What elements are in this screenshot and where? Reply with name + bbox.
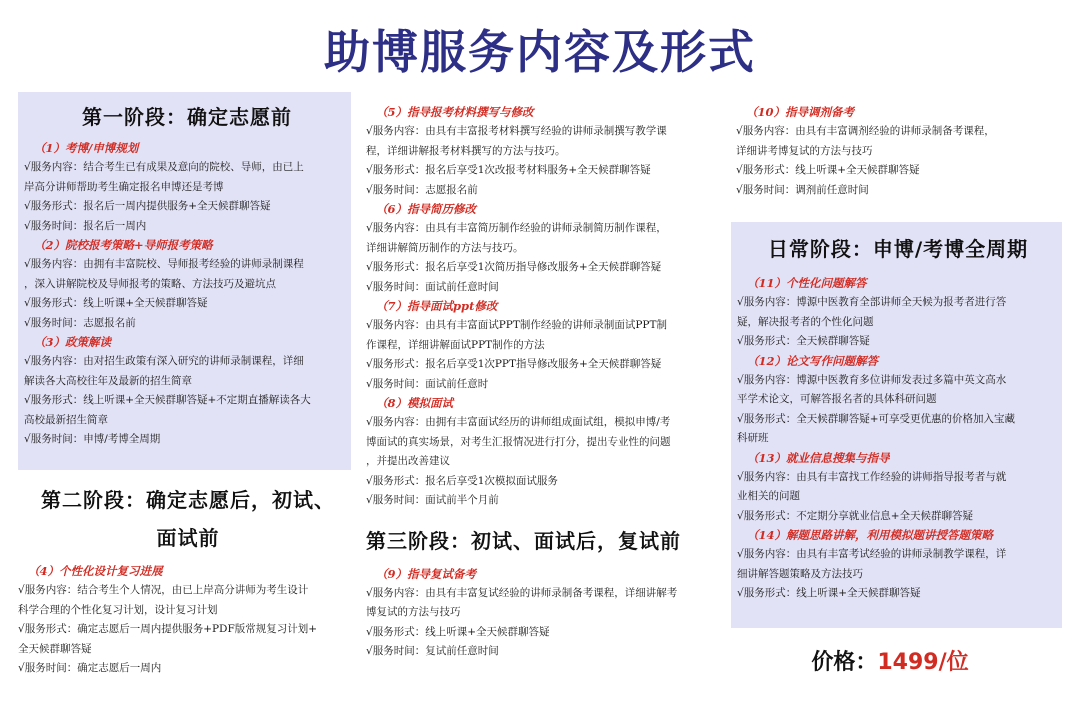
item-title: （8）模拟面试 — [376, 396, 454, 410]
item-line: 解读各大高校往年及最新的招生简章 — [24, 374, 192, 387]
item-1 — [24, 139, 350, 236]
item-10 — [736, 103, 1061, 200]
item-line: √服务形式：报名后享受1次简历指导修改服务+全天候群聊答疑 — [366, 261, 662, 273]
item-line: 全天候群聊答疑 — [18, 642, 92, 655]
item-line: √服务形式：全天候群聊答疑 — [737, 335, 870, 347]
phase1-heading: 第一阶段：确定志愿前 — [82, 105, 292, 129]
item-line: √服务形式：线上听课+全天候群聊答疑+不定期直播解读各大 — [24, 394, 311, 406]
item-line: 业相关的问题 — [737, 490, 800, 502]
item-2 — [24, 236, 350, 333]
item-line: 科学合理的个性化复习计划，设计复习计划 — [18, 603, 218, 616]
daily-content — [737, 226, 1059, 604]
item-line: √服务形式：全天候群聊答疑+可享受更优惠的价格加入宝藏 — [737, 412, 1015, 425]
item-title: （9）指导复试备考 — [376, 566, 477, 581]
item-title: （13）就业信息搜集与指导 — [747, 450, 890, 465]
item-line: 详细讲解简历制作的方法与技巧。 — [366, 241, 524, 254]
item-8 — [366, 394, 716, 511]
item-11 — [737, 274, 1059, 352]
item-title: （1）考博/申博规划 — [34, 141, 139, 155]
item-title: （10）指导调剂备考 — [746, 105, 855, 119]
item-line: 作课程，详细讲解面试PPT制作的方法 — [366, 338, 545, 351]
page-title: 助博服务内容及形式 — [324, 25, 756, 79]
item-line: √服务时间：报名后一周内 — [24, 219, 147, 232]
item-line: 岸高分讲师帮助考生确定报名申博还是考博 — [24, 180, 224, 193]
item-line: √服务内容：结合考生已有成果及意向的院校、导师，由已上 — [24, 161, 304, 173]
item-line: 高校最新招生简章 — [24, 413, 108, 426]
price — [730, 645, 1050, 676]
phase3-heading: 第三阶段：初试、面试后，复试前 — [366, 528, 681, 553]
item-line: ，深入讲解院校及导师报考的策略、方法技巧及避坑点 — [24, 277, 276, 290]
item-line: √服务内容：由具有丰富调剂经验的讲师录制备考课程， — [736, 125, 995, 137]
item-line: 博面试的真实场景，对考生汇报情况进行打分，提出专业性的问题 — [366, 435, 671, 448]
item-line: √服务时间：复试前任意时间 — [366, 645, 499, 657]
daily-heading: 日常阶段：申博/考博全周期 — [767, 237, 1029, 261]
item-line: √服务内容：由具有丰富复试经验的讲师录制备考课程，详细讲解考 — [366, 586, 678, 599]
item-5 — [366, 103, 716, 200]
item-4 — [18, 562, 358, 679]
item-line: √服务形式：线上听课+全天候群聊答疑 — [24, 297, 208, 309]
item-line: √服务内容：由拥有丰富面试经历的讲师组成面试组，模拟申博/考 — [366, 416, 671, 428]
item-line: 细讲解答题策略及方法技巧 — [737, 567, 863, 580]
item-line: √服务内容：由对招生政策有深入研究的讲师录制课程，详细 — [24, 355, 304, 367]
item-14 — [737, 526, 1059, 604]
item-3 — [24, 333, 350, 450]
item-line: 博复试的方法与技巧 — [366, 606, 461, 618]
item-13 — [737, 449, 1059, 527]
item-9 — [366, 565, 716, 662]
item-line: √服务形式：确定志愿后一周内提供服务+PDF版常规复习计划+ — [18, 623, 318, 635]
item-line: √服务形式：不定期分享就业信息+全天候群聊答疑 — [737, 509, 973, 522]
column-2 — [366, 103, 716, 662]
item-line: √服务形式：报名后一周内提供服务+全天候群聊答疑 — [24, 200, 271, 212]
item-line: √服务时间：面试前任意时间 — [366, 280, 499, 293]
item-line: 程，详细讲解报考材料撰写的方法与技巧。 — [366, 144, 566, 157]
item-line: √服务内容：结合考生个人情况，由已上岸高分讲师为考生设计 — [18, 584, 309, 596]
item-line: √服务内容：由拥有丰富院校、导师报考经验的讲师录制课程 — [24, 258, 304, 270]
price-amount: 1499/位 — [877, 650, 969, 675]
item-line: √服务时间：申博/考博全周期 — [24, 433, 161, 445]
item-line: √服务内容：博源中医教育多位讲师发表过多篇中英文高水 — [737, 373, 1007, 386]
item-12 — [737, 352, 1059, 449]
phase2-heading-line1: 第二阶段：确定志愿后，初试、 — [41, 488, 335, 512]
item-line: √服务形式：线上听课+全天候群聊答疑 — [366, 625, 550, 638]
item-title: （4）个性化设计复习进展 — [28, 564, 163, 578]
item-line: √服务内容：由具有丰富简历制作经验的讲师录制简历制作课程， — [366, 222, 667, 234]
item-7 — [366, 297, 716, 394]
item-line: √服务时间：志愿报名前 — [366, 183, 478, 196]
item-line: √服务时间：确定志愿后一周内 — [18, 662, 162, 674]
phase1-content — [24, 97, 350, 450]
item-line: √服务形式：报名后享受1次改报考材料服务+全天候群聊答疑 — [366, 164, 651, 176]
item-title: （6）指导简历修改 — [376, 202, 477, 216]
item-line: √服务形式：线上听课+全天候群聊答疑 — [736, 164, 920, 176]
item-title: （12）论文写作问题解答 — [747, 353, 879, 368]
item-line: 科研班 — [737, 432, 769, 444]
item-line: √服务时间：面试前任意时 — [366, 377, 489, 390]
item-line: √服务形式：报名后享受1次PPT指导修改服务+全天候群聊答疑 — [366, 358, 662, 370]
item-line: √服务内容：博源中医教育全部讲师全天候为报考者进行答 — [737, 296, 1007, 308]
item-line: 平学术论文，可解答报名者的具体科研问题 — [737, 393, 937, 405]
item-line: 详细讲考博复试的方法与技巧 — [736, 144, 873, 157]
item-line: 疑，解决报考者的个性化问题 — [737, 315, 874, 328]
item-line: ，并提出改善建议 — [366, 455, 450, 467]
phase2-content — [18, 482, 358, 679]
price-label: 价格： — [811, 650, 878, 675]
item-title: （11）个性化问题解答 — [747, 276, 867, 290]
item-title: （7）指导面试ppt修改 — [376, 299, 498, 313]
item-title: （5）指导报考材料撰写与修改 — [376, 105, 534, 119]
item-6 — [366, 200, 716, 297]
item-line: √服务形式：线上听课+全天候群聊答疑 — [737, 587, 921, 599]
item-line: √服务时间：面试前半个月前 — [366, 494, 499, 506]
phase2-heading-line2: 面试前 — [156, 526, 220, 550]
column-3-top — [736, 103, 1061, 200]
item-line: √服务形式：报名后享受1次模拟面试服务 — [366, 474, 558, 487]
item-title: （14）解题思路讲解，利用模拟题讲授答题策略 — [747, 528, 994, 542]
item-line: √服务时间：志愿报名前 — [24, 316, 136, 329]
item-title: （3）政策解读 — [34, 335, 112, 349]
item-title: （2）院校报考策略+导师报考策略 — [34, 238, 213, 252]
item-line: √服务内容：由具有丰富考试经验的讲师录制教学课程，详 — [737, 548, 1007, 560]
item-line: √服务内容：由具有丰富面试PPT制作经验的讲师录制面试PPT制 — [366, 319, 667, 331]
item-line: √服务内容：由具有丰富找工作经验的讲师指导报考者与就 — [737, 470, 1007, 483]
item-line: √服务时间：调剂前任意时间 — [736, 183, 869, 196]
item-line: √服务内容：由具有丰富报考材料撰写经验的讲师录制撰写教学课 — [366, 125, 667, 137]
